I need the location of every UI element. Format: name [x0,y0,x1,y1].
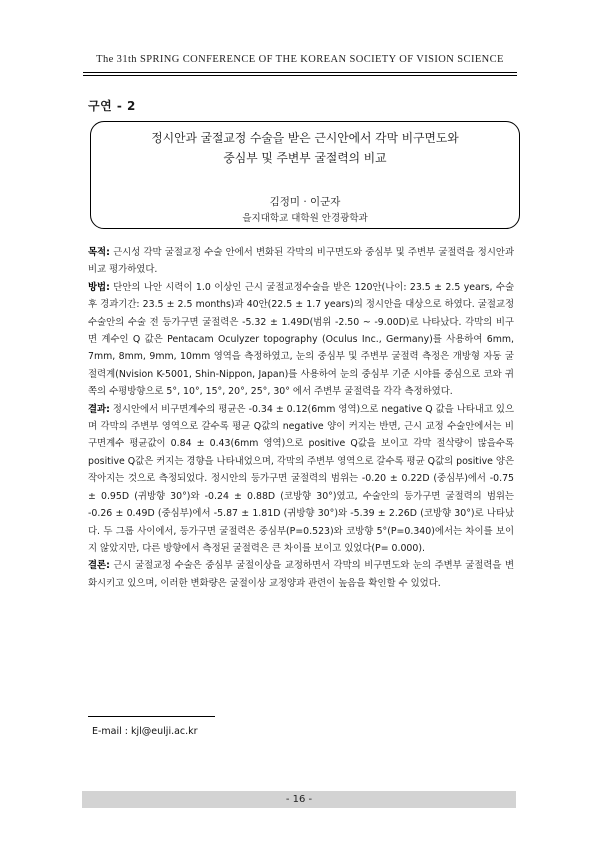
results-paragraph [88,401,514,558]
title-line-2: 중심부 및 주변부 굴절력의 비교 [223,151,387,165]
page-number-bar [82,791,516,808]
methods-text: 단안의 나안 시력이 1.0 이상인 근시 굴절교정수술을 받은 120안(나이: 23.5 ± 2.5 years, 수술 후 경과기간: 23.5 ± 2.5 months)과 40안(22.5 ± 1.7 years)의 정시안을 대상으로 하였다. 굴절교정 수술안의 수술 전 등가구면 굴절력은 -5.32 ± 1.49D(범위 -2.50 ~ -9.00D)로 나타났다. 각막의 비구면 계수인 Q 값은 Pentacam Oculyzer topography (Oculus Inc., Germany)를 사용하여 6mm, 7mm, 8mm, 9mm, 10mm 영역을 측정하였고, 눈의 중심부 및 주변부 굴절력 측정은 개방형 자동 굴절력계(Nvision K-5001, Shin-Nippon, Japan)를 사용하여 눈의 중심부 기준 시야를 중심으로 코와 귀쪽의 수평방향으로 5°, 10°, 15°, 20°, 25°, 30° 에서 주변부 굴절력을 각각 측정하였다. [88,281,514,398]
affiliation: 을지대학교 대학원 안경광학과 [242,213,368,224]
results-label: 결과: [88,403,110,415]
section-label: 구연 - 2 [88,99,136,113]
email-footnote: E-mail : kjl@eulji.ac.kr [92,726,198,737]
conclusion-label: 결론: [88,560,110,572]
footnote-rule [88,716,215,717]
header-rule [83,72,517,73]
methods-paragraph [88,279,514,401]
results-text: 정시안에서 비구면계수의 평균은 -0.34 ± 0.12(6mm 영역)으로 negative Q 값을 나타내고 있으며 각막의 주변부 영역으로 갈수록 평균 Q값의 negative 양이 커지는 반면, 근시 교정 수술안에서는 비구면계수 평균값이 0.84 ± 0.43(6mm 영역)으로 positive Q값을 보이고 각막 절삭량이 많을수록 positive Q값은 커지는 경향을 나타내었으며, 각막의 주변부 영역으로 갈수록 평균 Q값의 positive 양은 작아지는 것으로 측정되었다. 정시안의 등가구면 굴절력의 범위는 -0.20 ± 0.22D (중심부)에서 -0.75 ± 0.95D (귀방향 30°)와 -0.24 ± 0.88D (코방향 30°)였고, 수술안의 등가구면 굴절력의 범위는 -0.26 ± 0.49D (중심부)에서 -5.87 ± 1.81D (귀방향 30°)와 -5.39 ± 2.26D (코방향 30°)로 나타났다. 두 그룹 사이에서, 등가구면 굴절력은 중심부(P=0.523)와 코방향 5°(P=0.340)에서는 차이를 보이지 않았지만, 다른 방향에서 측정된 굴절력은 큰 차이를 보이고 있었다(P= 0.000). [88,403,515,554]
purpose-text: 근시성 각막 굴절교정 수술 안에서 변화된 각막의 비구면도와 중심부 및 주변부 굴절력을 정시안과 비교 평가하였다. [88,247,514,276]
title-block [91,128,519,168]
page-number: - 16 - [285,794,313,805]
header-rule-thin [83,75,517,76]
purpose-paragraph [88,244,514,279]
abstract-body [88,244,514,592]
title-line-1: 정시안과 굴절교정 수술을 받은 근시안에서 각막 비구면도와 [151,131,459,145]
purpose-label: 목적: [88,247,110,258]
conclusion-paragraph [88,557,514,592]
methods-label: 방법: [88,281,110,293]
conclusion-text: 근시 굴절교정 수술은 중심부 굴절이상을 교정하면서 각막의 비구면도와 눈의 주변부 굴절력을 변화시키고 있으며, 이러한 변화량은 굴절이상 교정양과 관련이 높음을 확인할 수 있었다. [88,560,514,589]
title-box [90,121,520,229]
authors: 김정미 · 이군자 [269,196,341,208]
conference-header: The 31th SPRING CONFERENCE OF THE KOREAN SOCIETY OF VISION SCIENCE [96,54,504,65]
